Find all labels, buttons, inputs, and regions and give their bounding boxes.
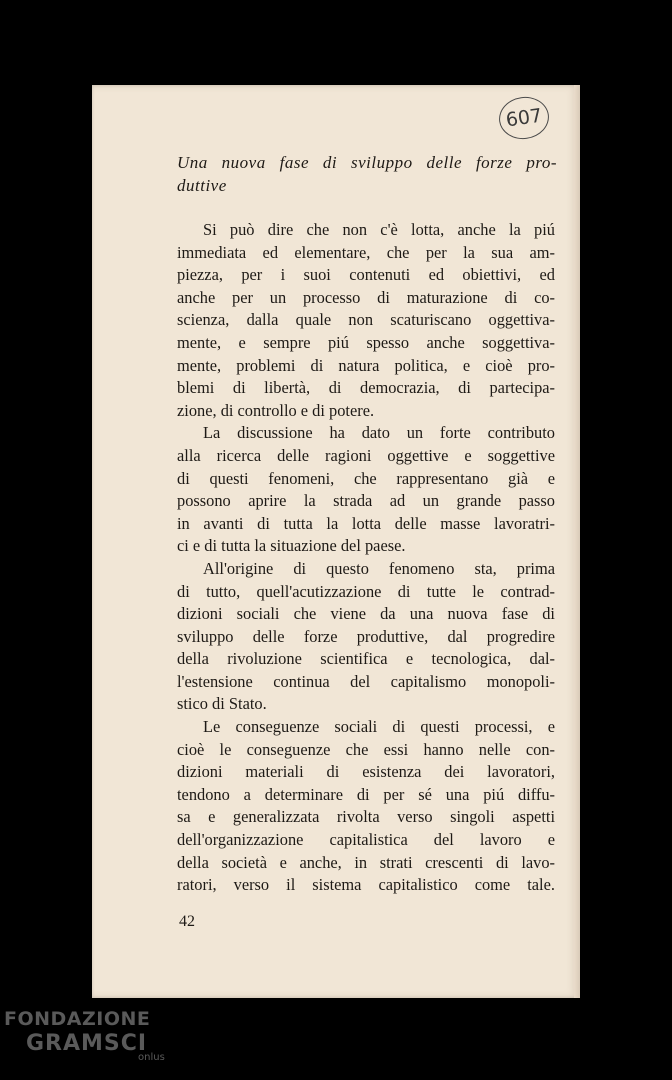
text-line: mente, problemi di natura politica, e cioè pro- (177, 355, 555, 375)
text-line: l'estensione continua del capitalismo monopoli- (177, 671, 555, 691)
text-line: mente, e sempre piú spesso anche soggettiva- (177, 332, 555, 352)
paragraph (177, 422, 555, 558)
book-page (92, 85, 580, 998)
text-line: scienza, dalla quale non scaturiscano oggettiva- (177, 310, 555, 330)
text-line: cioè le conseguenze che essi hanno nelle con- (177, 739, 555, 759)
text-line: dizioni materiali di esistenza dei lavoratori, (177, 762, 555, 782)
chapter-title-line: Una nuova fase di sviluppo delle forze pro- (177, 153, 557, 172)
text-line: in avanti di tutta la lotta delle masse lavoratri- (177, 513, 555, 533)
text-line: della rivoluzione scientifica e tecnologica, dal- (177, 649, 555, 669)
body-text (177, 219, 555, 897)
text-line: La discussione ha dato un forte contributo (203, 423, 555, 443)
text-line: tendono a determinare di per sé una piú diffu- (177, 784, 555, 804)
text-line: sviluppo delle forze produttive, dal progredire (177, 626, 555, 646)
paragraph (177, 716, 555, 897)
text-line: ratori, verso il sistema capitalistico come tale. (177, 875, 555, 895)
text-line: di questi fenomeni, che rappresentano già e (177, 468, 555, 488)
logo-line-2: GRAMSCI (26, 1031, 148, 1056)
page-spine (574, 85, 580, 998)
text-line: immediata ed elementare, che per la sua am- (177, 242, 555, 262)
text-line: anche per un processo di maturazione di co- (177, 287, 555, 307)
chapter-title-line: duttive (177, 176, 227, 195)
text-line: Si può dire che non c'è lotta, anche la piú (203, 220, 555, 239)
text-line: Le conseguenze sociali di questi processi, e (203, 717, 555, 737)
text-line: blemi di libertà, di democrazia, di partecipa- (177, 378, 555, 398)
text-line: dell'organizzazione capitalistica del lavoro e (177, 830, 555, 850)
logo-line-1: FONDAZIONE (4, 1008, 151, 1030)
text-line: zione, di controllo e di potere. (177, 400, 375, 420)
page-number: 42 (179, 913, 195, 930)
text-line: di tutto, quell'acutizzazione di tutte le contrad- (177, 581, 555, 601)
fondazione-gramsci-logo (4, 1008, 164, 1074)
chapter-title (177, 151, 557, 197)
text-line: alla ricerca delle ragioni oggettive e soggettive (177, 445, 555, 465)
handwritten-page-annotation: 607 (496, 94, 551, 143)
paragraph (177, 558, 555, 716)
text-line: della società e anche, in strati crescenti di lavo- (177, 852, 555, 872)
text-line: possono aprire la strada ad un grande passo (177, 491, 555, 511)
logo-suffix: onlus (138, 1052, 165, 1063)
text-line: ci e di tutta la situazione del paese. (177, 536, 406, 556)
paragraph (177, 219, 555, 422)
text-line: piezza, per i suoi contenuti ed obiettivi, ed (177, 265, 555, 285)
text-line: sa e generalizzata rivolta verso singoli aspetti (177, 807, 555, 827)
text-line: All'origine di questo fenomeno sta, prima (203, 558, 555, 578)
text-line: dizioni sociali che viene da una nuova fase di (177, 604, 555, 624)
text-line: stico di Stato. (177, 694, 267, 714)
